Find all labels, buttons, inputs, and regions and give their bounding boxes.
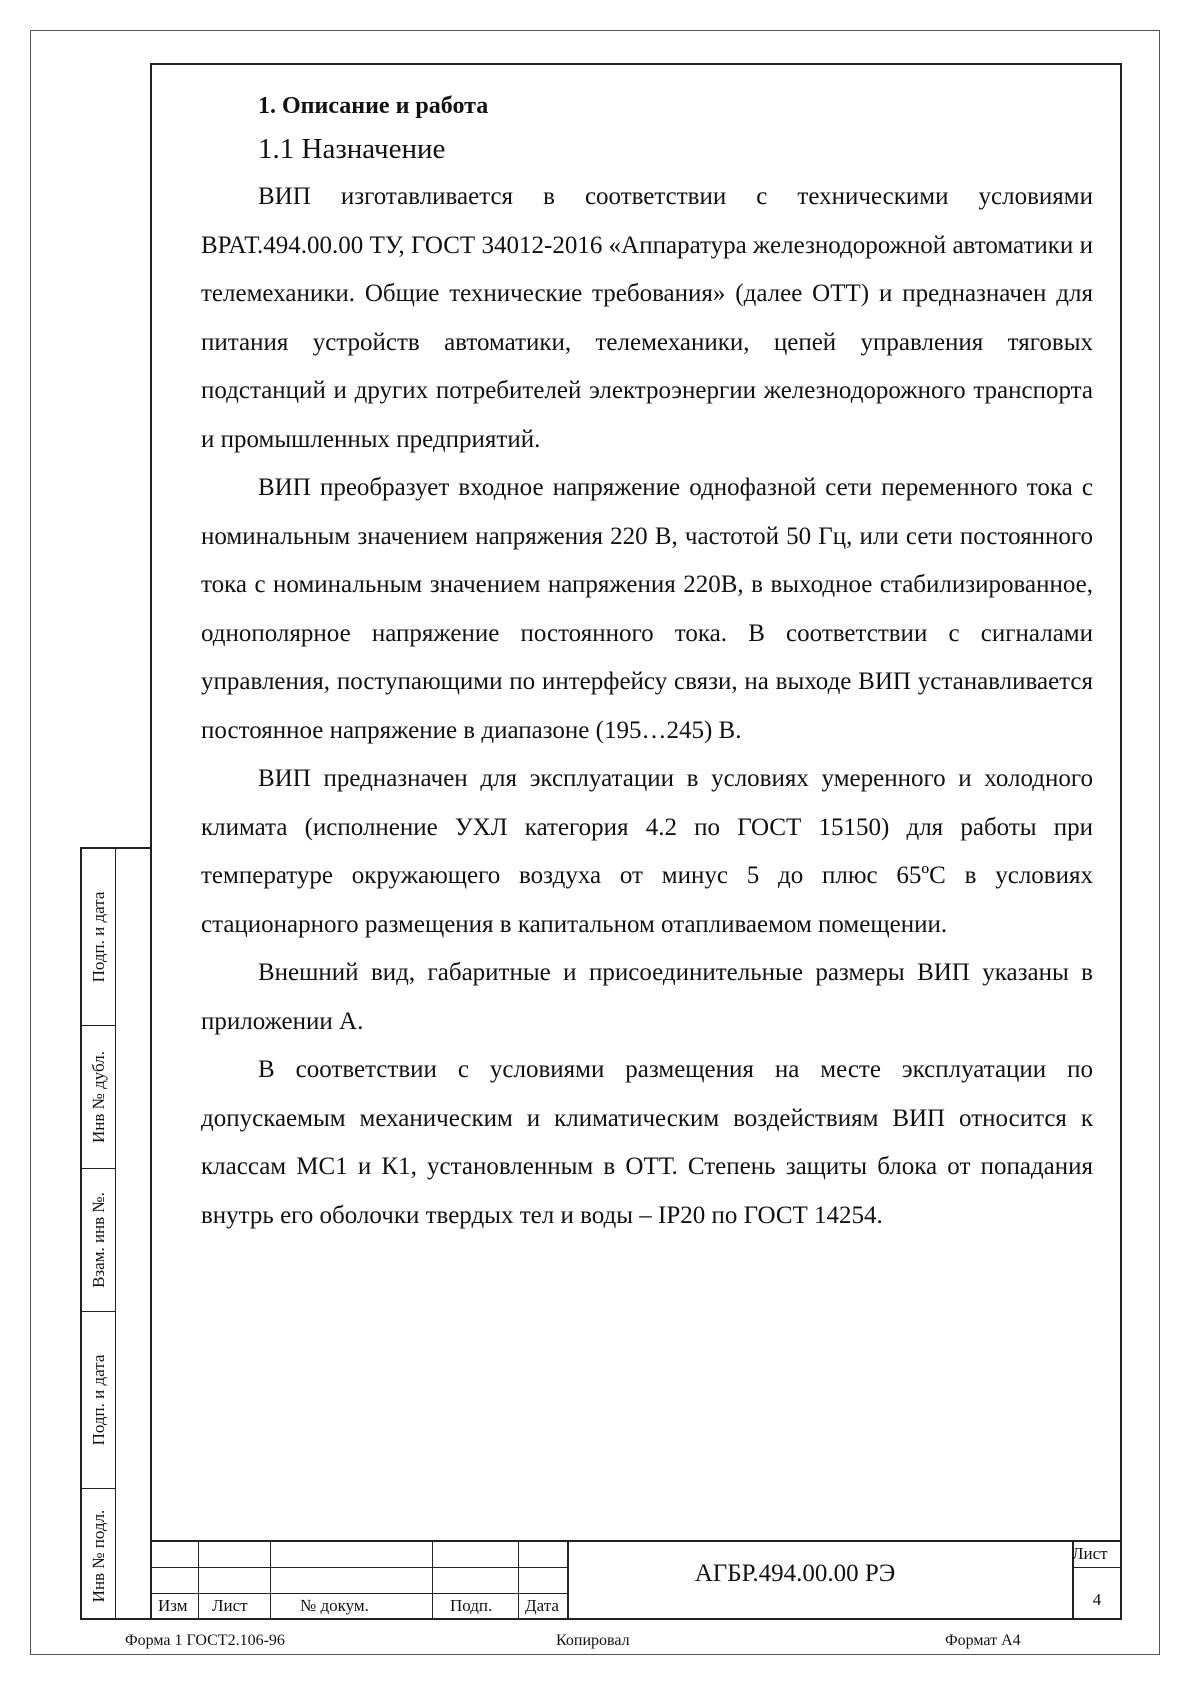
sheet-label: Лист (1072, 1544, 1108, 1563)
title-block (150, 1540, 1122, 1620)
footer-copied: Копировал (556, 1632, 630, 1649)
side-cell-sign-date-1 (82, 849, 115, 1026)
side-label-orig-inv: Инв № подл. (88, 1509, 108, 1602)
col-sign: Подп. (450, 1596, 493, 1615)
section-heading: 1. Описание и работа (258, 93, 489, 119)
footer-format: Формат А4 (945, 1632, 1021, 1649)
col-date: Дата (525, 1596, 559, 1615)
col-doc-num: № докум. (300, 1596, 369, 1615)
side-stamp-divider (115, 849, 116, 1618)
side-cell-sign-date-2 (82, 1312, 115, 1489)
paragraph-1: ВИП изготавливается в соответствии с техническими условиями ВРАТ.494.00.00 ТУ, ГОСТ 34012-2016 «Аппаратура железнодорожной автоматики и телемеханики. Общие технические требования» (далее ОТТ) и предназначен для питания устройств автоматики, телемеханики, цепей управления тяговых подстанций и других потребителей электроэнергии железнодорожного транспорта и промышленных предприятий. (201, 183, 1093, 453)
col-izm: Изм (158, 1596, 188, 1615)
side-cell-replace-inv (82, 1169, 115, 1312)
side-label-sign-date-1: Подп. и дата (88, 891, 108, 983)
col-list: Лист (212, 1596, 248, 1615)
side-cell-orig-inv (82, 1489, 115, 1622)
sheet-number: 4 (1092, 1590, 1102, 1609)
side-label-dup-inv: Инв № дубл. (88, 1050, 108, 1144)
footer-form: Форма 1 ГОСТ2.106-96 (125, 1632, 285, 1649)
document-code: АГБР.494.00.00 РЭ (694, 1560, 896, 1587)
paragraph-2: ВИП преобразует входное напряжение однофазной сети переменного тока с номинальным значением напряжения 220 В, частотой 50 Гц, или сети постоянного тока с номинальным значением напряжения 220В, в выходное стабилизированное, однополярное напряжение постоянного тока. В соответствии с сигналами управления, поступающими по интерфейсу связи, на выходе ВИП устанавливается постоянное напряжение в диапазоне (195…245) В. (201, 474, 1093, 744)
side-stamp (80, 847, 150, 1620)
side-cell-dup-inv (82, 1026, 115, 1169)
paragraph-4: Внешний вид, габаритные и присоединительные размеры ВИП указаны в приложении А. (201, 959, 1093, 1035)
side-label-sign-date-2: Подп. и дата (88, 1354, 108, 1446)
document-frame (150, 63, 1122, 1620)
subsection-heading: 1.1 Назначение (258, 133, 446, 165)
paragraph-5: В соответствии с условиями размещения на месте эксплуатации по допускаемым механическим и климатическим воздействиям ВИП относится к классам МС1 и К1, установленным в ОТТ. Степень защиты блока от попадания внутрь его оболочки твердых тел и воды – IP20 по ГОСТ 14254. (201, 1056, 1093, 1229)
paragraph-3: ВИП предназначен для эксплуатации в условиях умеренного и холодного климата (исполнение УХЛ категория 4.2 по ГОСТ 15150) для работы при температуре окружающего воздуха от минус 5 до плюс 65ºС в условиях стационарного размещения в капитальном отапливаемом помещении. (201, 765, 1093, 938)
document-content (201, 87, 1093, 1240)
side-label-replace-inv: Взам. инв №. (88, 1192, 108, 1288)
